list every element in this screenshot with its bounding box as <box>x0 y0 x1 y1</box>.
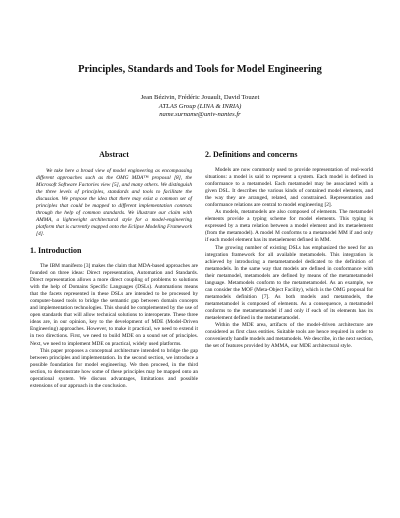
abstract-heading: Abstract <box>99 150 129 159</box>
introduction-paragraph-2: This paper proposes a conceptual architecture intended to bridge the gap between principles and implementation. In the second section, we introduce a possible foundation for model engineering. We then proceed, in the third section, to demonstrate how some of these principles may be mapped onto an operational system. We discuss advantages, limitations and possible extensions of our approach in the conclusion. <box>30 347 198 389</box>
author-email: name.surname@univ-nantes.fr <box>159 111 241 118</box>
author-block <box>30 94 370 120</box>
abstract-text: We take here a broad view of model engineering as encompassing different approaches such as the OMG MDA™ proposal [8], the Microsoft Software Factories view [5], and many others. We distinguish the three levels of principles, standards and tools to facilitate the discussion. We propose the idea that there may exist a common set of principles that could be mapped to different implementation contexts through the help of common standards. We illustrate our claim with AMMA, a lightweight architectural style for a model-engineering platform that is currently mapped onto the Eclipse Modeling Framework [4]. <box>36 168 192 237</box>
author-names: Jean Bézivin, Frédéric Jouault, David Touzet <box>140 94 260 101</box>
definitions-paragraph-4: Within the MDE area, artifacts of the model-driven architecture are considered as first class entities. Suitable tools are hence required in order to conveniently handle models and metamodels. We describe, in the next section, the set of features provided by AMMA, our MDE architectural style. <box>205 322 373 350</box>
definitions-paragraph-2: As models, metamodels are also composed of elements. The metamodel elements provide a typing scheme for model elements. This typing is expressed by a meta relation between a model element and its metaelement (from the metamodel). A model M conforms to a metamodel MM if and only if each model element has its metaelement defined in MM. <box>205 209 373 244</box>
introduction-paragraph-1: The IBM manifesto [3] makes the claim that MDA-based approaches are founded on three ideas: Direct representation, Automation and Standards. Direct representation allows a more direct coupling of problems to solutions with the help of Domains Specific Languages (DSLs). Automations means that the facets represented in these DSLs are intended to be processed by computer-based tools to bridge the semantic gap between domain concepts and implementation technologies. This should be complemented by the use of open standards that will allow technical solutions to interoperate. These three ideas are, in our opinion, key to the development of MDE (Model-Driven Engineering) approaches. However, to make it practical, we need to extend it in two directions. First, we need to build MDE on a sound set of principles. Next, we need to implement MDE on practical, widely used platforms. <box>30 263 198 347</box>
right-column <box>205 150 373 350</box>
left-column <box>30 150 198 390</box>
definitions-paragraph-1: Models are now commonly used to provide representation of real-world situations: a model is said to represent a system. Each model is defined in conformance to a metamodel. Each metamodel may be associated with a given DSL. It describes the various kinds of contained model elements, and the way they are arranged, related, and constrained. Representation and conformance relations are central to model engineering [2]. <box>205 167 373 209</box>
introduction-heading: 1. Introduction <box>30 246 82 255</box>
definitions-heading: 2. Definitions and concerns <box>205 150 298 159</box>
definitions-paragraph-3: The growing number of existing DSLs has emphasized the need for an integration framework for all available metamodels. This integration is achieved by introducing a metametamodel dedicated to the definition of metamodels. In the same way that models are defined in conformance with their metamodel, metamodels are defined by means of the metametamodel language. Metamodels conform to the metametamodel. As an example, we can consider the MOF (Meta-Object Facility), which is the OMG proposal for metamodels definition [7]. As both models and metamodels, the metametamodel is composed of elements. As a consequence, a metamodel conforms to the metametamodel if and only if each of its elements has its metaelement defined in the metametamodel. <box>205 244 373 321</box>
paper-title: Principles, Standards and Tools for Model Engineering <box>78 64 322 75</box>
author-affiliation: ATLAS Group (LINA & INRIA) <box>158 102 242 110</box>
